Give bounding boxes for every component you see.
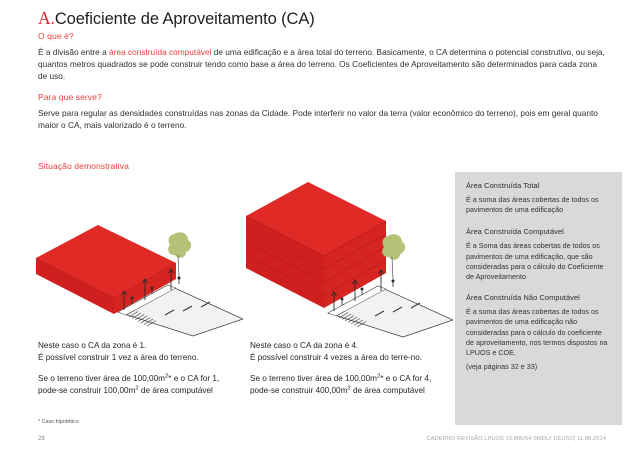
case-1-line2: É possível construir 1 vez a área do terreno. — [38, 352, 199, 362]
paragraph-what-is — [38, 46, 606, 82]
case-1-sup2: 2 — [135, 385, 139, 392]
case-2-line3c: de área computável — [350, 385, 425, 395]
case-caption-1 — [38, 340, 238, 396]
case-1-sup1: 2 — [164, 373, 169, 380]
subheading-what-is: O que é? — [38, 31, 74, 41]
subheading-purpose: Para que serve? — [38, 92, 102, 102]
illustration-ca-1 — [28, 222, 243, 337]
case-2-line3a: Se o terreno tiver área de 100,00m — [250, 374, 377, 384]
paragraph-purpose: Serve para regular as densidades construídas nas zonas da Cidade. Pode interferir no valor da terra (valor econômico do terreno), pois em geral quanto maior o CA, mais valorizado é o terreno. — [38, 108, 598, 131]
panel-text-nao-computavel: É a soma das áreas cobertas de todos os pavimentos de uma edificação não consideradas para o cálculo do coeficiente de aproveitamento, nos termos dispostos na LPUOS e COE. — [466, 307, 608, 358]
definitions-panel — [455, 172, 622, 425]
case-2-line2: É possível construir 4 vezes a área do terre-no. — [250, 352, 423, 362]
illustration-ca-1-svg — [28, 222, 243, 337]
building-4-floors — [246, 182, 386, 308]
illustration-ca-4 — [238, 168, 453, 338]
page-title-text: Coeficiente de Aproveitamento (CA) — [54, 10, 315, 28]
case-1-line1: Neste caso o CA da zona é 1. — [38, 341, 147, 350]
case-2-line1: Neste caso o CA da zona é 4. — [250, 341, 359, 350]
section-marker: A. — [38, 8, 55, 28]
panel-text-computavel: É a Soma das áreas cobertas de todos os pavimentos de uma edificação, que são consideradas para o cálculo do Coeficiente de Aproveitamento — [466, 241, 604, 282]
panel-title-total: Área Construída Total — [466, 181, 540, 190]
spacer — [250, 363, 446, 373]
case-caption-2 — [250, 340, 446, 396]
paragraph-what-is-before: É a divisão entre a — [38, 47, 110, 57]
page-number: 28 — [38, 436, 45, 442]
case-2-sup2: 2 — [347, 385, 351, 392]
highlight-area-computavel: área construída computável — [109, 47, 212, 57]
case-1-line3c: de área computável — [138, 385, 213, 395]
subheading-demo: Situação demonstrativa — [38, 161, 129, 171]
illustration-ca-4-svg — [238, 168, 453, 338]
panel-note-pages: (veja páginas 32 e 33) — [466, 362, 538, 372]
footer-source: CADERNO REVISÃO LPUOS 13.885/04 SMDU/ DEUSO| 11.08.2014 — [426, 436, 606, 442]
panel-title-computavel: Área Construída Computável — [466, 227, 564, 237]
case-2-line3b: * e o CA for 4, pode-se construir 400,00m — [250, 374, 432, 395]
paragraph-what-is-after: de uma edificação e a área total do terreno. Basicamente, o CA determina o potencial construtivo, ou seja, quantos metros quadrados se pode construir tendo como base a área do terreno. Os Coeficientes de Aproveitamento são determinados para cada zona de uso. — [38, 47, 605, 82]
panel-text-total: É a soma das áreas cobertas de todos os pavimentos de uma edificação — [466, 195, 599, 215]
panel-title-nao-computavel: Área Construída Não Computável — [466, 293, 580, 303]
spacer — [38, 363, 238, 373]
case-2-sup1: 2 — [376, 373, 381, 380]
case-1-line3b: * e o CA for 1, pode-se construir 100,00m — [38, 374, 220, 395]
page-title — [38, 8, 315, 29]
case-1-line3a: Se o terreno tiver área de 100,00m — [38, 374, 165, 384]
footnote: * Caso hipotético — [38, 419, 79, 425]
